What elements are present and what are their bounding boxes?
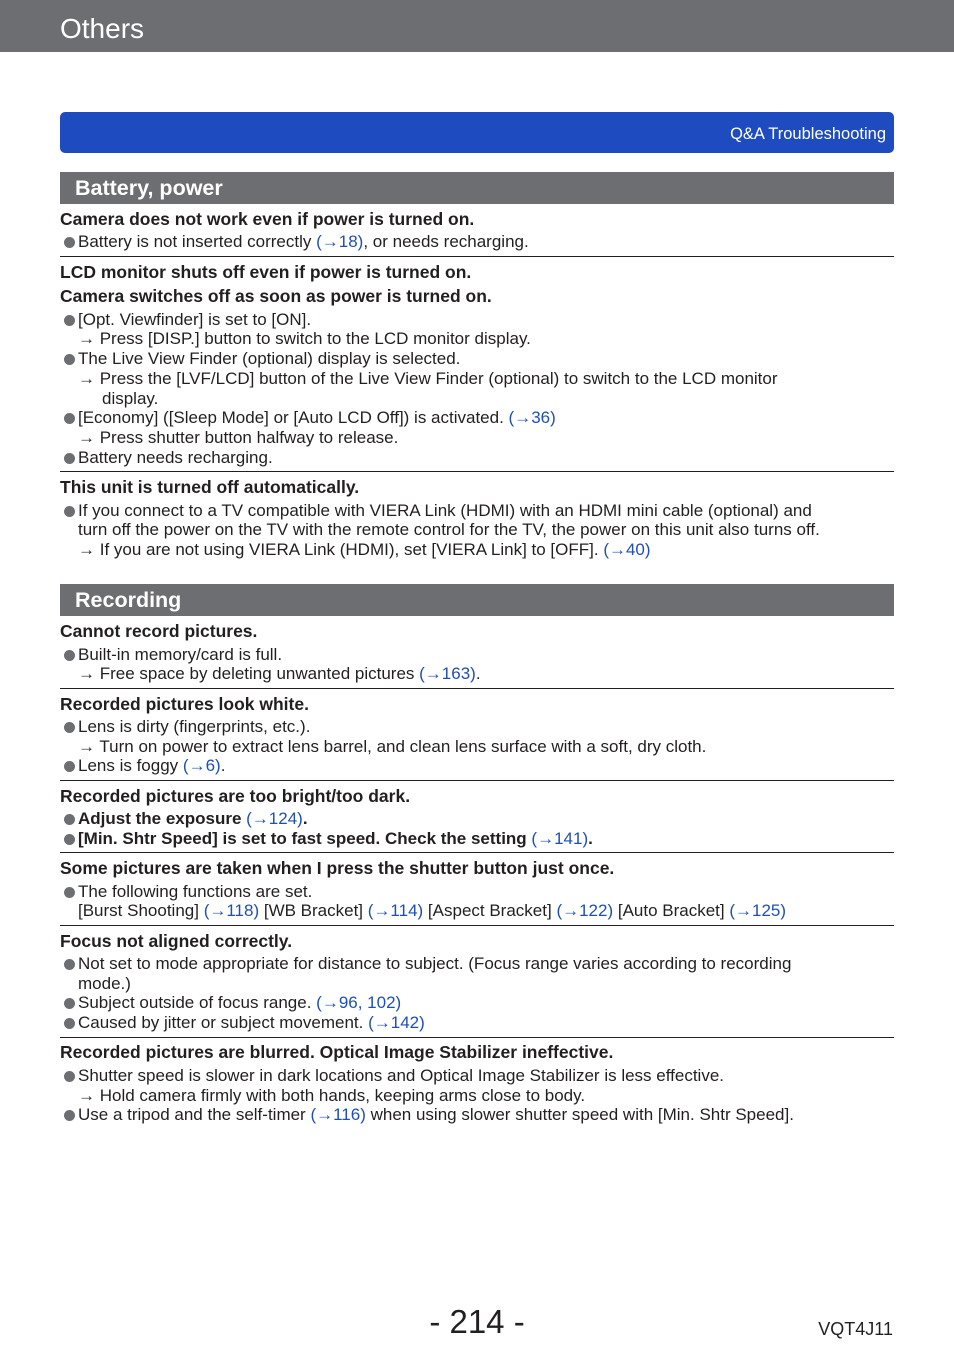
- bullet-icon: [64, 453, 75, 464]
- answer-line: [Burst Shooting] (→118) [WB Bracket] (→114) [Aspect Bracket] (→122) [Auto Bracket] (→125): [78, 901, 787, 920]
- divider: [60, 925, 894, 926]
- answer-line: display.: [102, 389, 159, 408]
- answer-line: → Turn on power to extract lens barrel, and clean lens surface with a soft, dry cloth.: [78, 737, 707, 756]
- page-ref-link[interactable]: (→18): [316, 232, 364, 251]
- page-ref-link[interactable]: (→118): [203, 901, 260, 920]
- chapter-title: Others: [60, 13, 145, 44]
- page-ref-link[interactable]: (→122): [556, 901, 614, 920]
- answer-line: [Economy] ([Sleep Mode] or [Auto LCD Off]) is activated. (→36): [78, 408, 556, 427]
- divider: [60, 780, 894, 781]
- answer-line: mode.): [78, 974, 131, 993]
- answer-line: [Min. Shtr Speed] is set to fast speed. Check the setting (→141).: [78, 829, 593, 848]
- answer-line: Lens is dirty (fingerprints, etc.).: [78, 717, 311, 736]
- question-title: Camera does not work even if power is turned on.: [60, 209, 475, 229]
- bullet-icon: [64, 959, 75, 970]
- question-title: Recorded pictures look white.: [60, 694, 309, 714]
- page-ref-link[interactable]: (→163): [419, 664, 476, 683]
- bullet-icon: [64, 834, 75, 845]
- answer-line: The following functions are set.: [78, 882, 313, 901]
- answer-line: Built-in memory/card is full.: [78, 645, 283, 664]
- answer-line: → Hold camera firmly with both hands, keeping arms close to body.: [78, 1086, 586, 1105]
- page-ref-link[interactable]: (→96, 102): [316, 993, 402, 1012]
- bullet-icon: [64, 650, 75, 661]
- answer-line: → Free space by deleting unwanted pictures (→163).: [78, 664, 481, 683]
- answer-line: Use a tripod and the self-timer (→116) when using slower shutter speed with [Min. Shtr Speed].: [78, 1105, 794, 1124]
- answer-line: Battery is not inserted correctly (→18), or needs recharging.: [78, 232, 529, 251]
- page-ref-link[interactable]: (→116): [310, 1105, 366, 1124]
- answer-line: The Live View Finder (optional) display is selected.: [78, 349, 461, 368]
- page-ref-link[interactable]: (→6): [182, 756, 221, 775]
- question-title: Focus not aligned correctly.: [60, 931, 293, 951]
- bullet-icon: [64, 814, 75, 825]
- divider: [60, 471, 894, 472]
- page-ref-link[interactable]: (→36): [508, 408, 556, 427]
- section-title-battery: Battery, power: [75, 176, 223, 200]
- bullet-icon: [64, 315, 75, 326]
- question-title: Camera switches off as soon as power is turned on.: [60, 286, 492, 306]
- page-number: - 214 -: [429, 1303, 525, 1340]
- answer-line: Caused by jitter or subject movement. (→142): [78, 1013, 425, 1032]
- divider: [60, 256, 894, 257]
- bullet-icon: [64, 1071, 75, 1082]
- bullet-icon: [64, 1018, 75, 1029]
- answer-line: Subject outside of focus range. (→96, 102): [78, 993, 402, 1012]
- page-ref-link[interactable]: (→124): [246, 809, 303, 828]
- bullet-icon: [64, 761, 75, 772]
- section-header-battery: [60, 172, 894, 204]
- bullet-icon: [64, 506, 75, 517]
- bullet-icon: [64, 722, 75, 733]
- answer-line: Shutter speed is slower in dark locations and Optical Image Stabilizer is less effective.: [78, 1066, 724, 1085]
- answer-line: Battery needs recharging.: [78, 448, 273, 467]
- question-title: Recorded pictures are blurred. Optical Image Stabilizer ineffective.: [60, 1042, 614, 1062]
- answer-line: turn off the power on the TV with the remote control for the TV, the power on this unit also turns off.: [78, 520, 820, 539]
- answer-line: → Press the [LVF/LCD] button of the Live View Finder (optional) to switch to the LCD monitor: [78, 369, 778, 388]
- answer-line: → If you are not using VIERA Link (HDMI), set [VIERA Link] to [OFF]. (→40): [78, 540, 651, 559]
- page-ref-link[interactable]: (→142): [368, 1013, 425, 1032]
- question-title: LCD monitor shuts off even if power is turned on.: [60, 262, 472, 282]
- question-title: Recorded pictures are too bright/too dark.: [60, 786, 411, 806]
- question-title: Some pictures are taken when I press the shutter button just once.: [60, 858, 615, 878]
- answer-line: Not set to mode appropriate for distance to subject. (Focus range varies according to recording: [78, 954, 792, 973]
- page-ref-link[interactable]: (→125): [729, 901, 787, 920]
- section-band: [60, 112, 894, 153]
- divider: [60, 688, 894, 689]
- question-title: Cannot record pictures.: [60, 621, 258, 641]
- section-title-recording: Recording: [75, 588, 182, 612]
- answer-line: [Opt. Viewfinder] is set to [ON].: [78, 310, 312, 329]
- answer-line: Adjust the exposure (→124).: [78, 809, 308, 828]
- page-ref-link[interactable]: (→40): [603, 540, 651, 559]
- page-ref-link[interactable]: (→141): [531, 829, 589, 848]
- section-band-label: Q&A Troubleshooting: [730, 125, 886, 143]
- top-header-bar: [0, 0, 954, 52]
- bullet-icon: [64, 237, 75, 248]
- answer-line: If you connect to a TV compatible with VIERA Link (HDMI) with an HDMI mini cable (optional) and: [78, 501, 812, 520]
- answer-line: → Press [DISP.] button to switch to the LCD monitor display.: [78, 329, 531, 348]
- bullet-icon: [64, 413, 75, 424]
- document-code: VQT4J11: [818, 1319, 893, 1339]
- divider: [60, 852, 894, 853]
- question-title: This unit is turned off automatically.: [60, 477, 360, 497]
- section-header-recording: [60, 584, 894, 616]
- bullet-icon: [64, 354, 75, 365]
- page-ref-link[interactable]: (→114): [367, 901, 424, 920]
- divider: [60, 1037, 894, 1038]
- answer-line: → Press shutter button halfway to release.: [78, 428, 399, 447]
- bullet-icon: [64, 1110, 75, 1121]
- bullet-icon: [64, 998, 75, 1009]
- bullet-icon: [64, 887, 75, 898]
- answer-line: Lens is foggy (→6).: [78, 756, 226, 775]
